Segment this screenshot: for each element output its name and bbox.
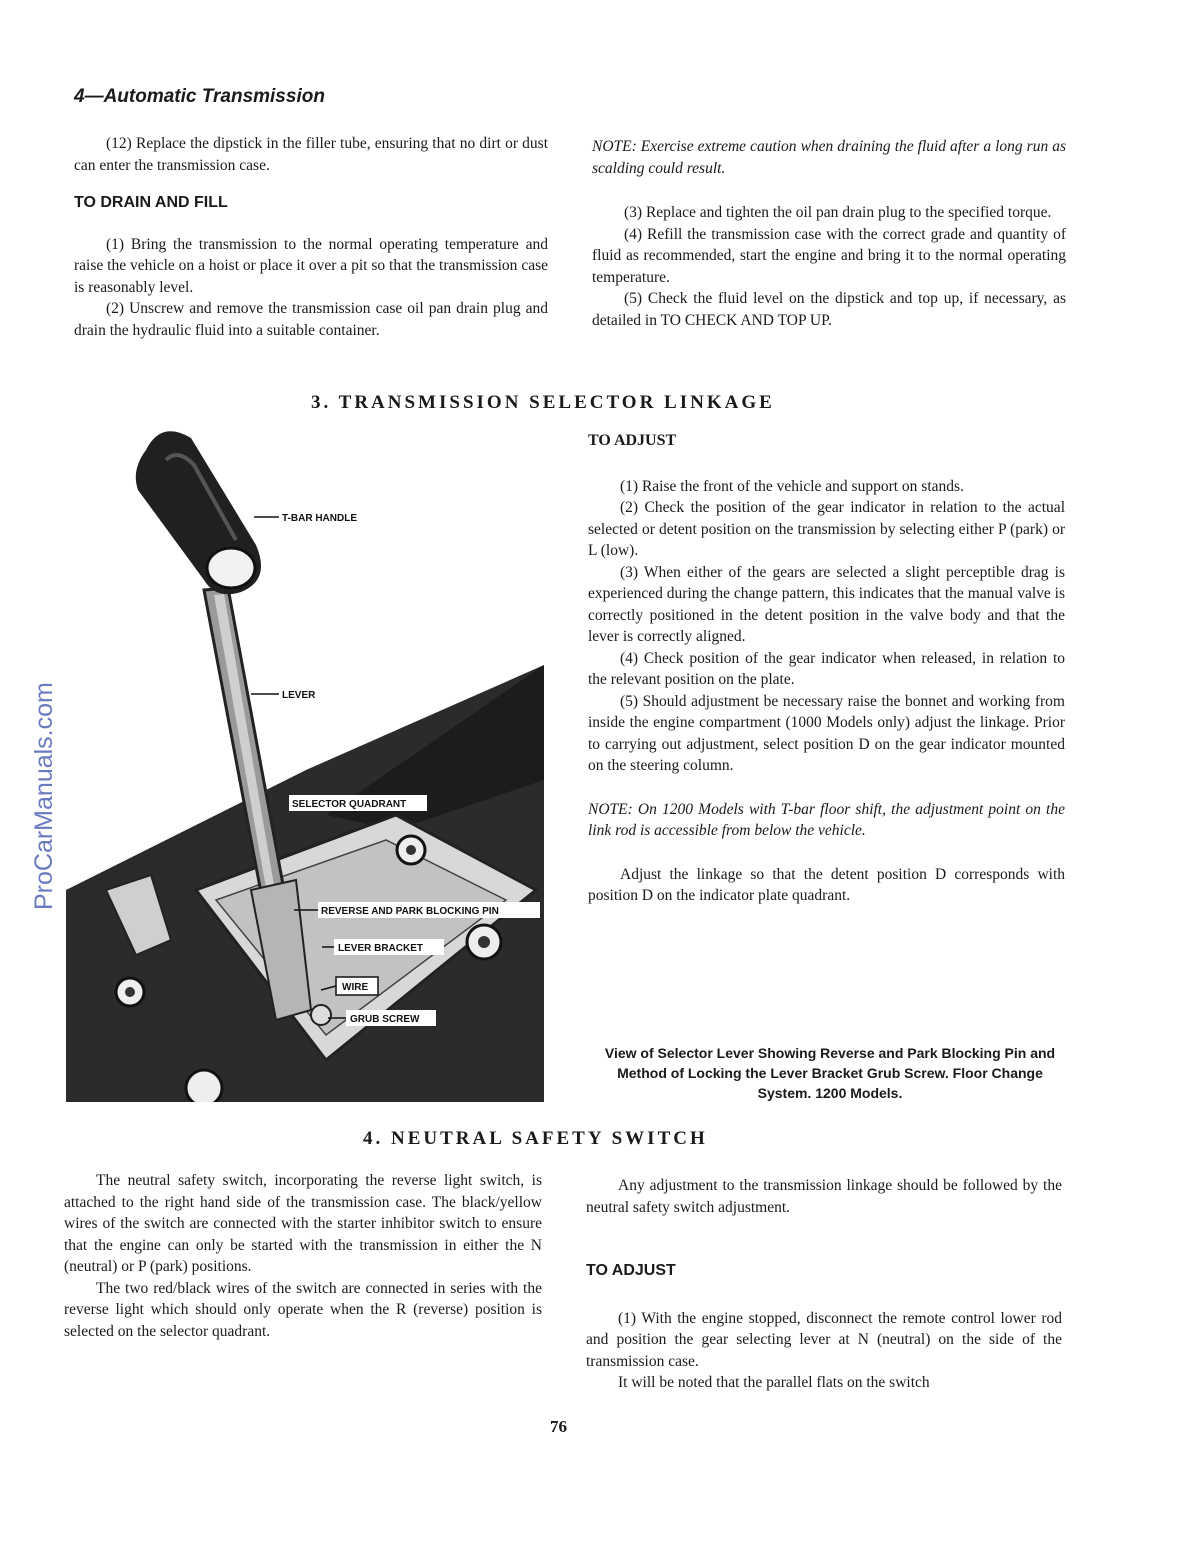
top-right-column xyxy=(592,136,1066,331)
label-lever: LEVER xyxy=(282,690,316,701)
section-3-column xyxy=(588,430,1065,907)
paragraph-4: (4) Refill the transmission case with the correct grade and quantity of fluid as recommended, start the engine and bring it to the normal operating temperature. xyxy=(592,225,1066,286)
paragraph-1: (1) Bring the transmission to the normal operating temperature and raise the vehicle on a hoist or place it over a pit so that the transmission case is reasonably level. xyxy=(74,235,548,296)
to-adjust-heading: TO ADJUST xyxy=(588,432,677,449)
grub-screw xyxy=(311,1005,331,1025)
section-4-right-column xyxy=(586,1175,1062,1394)
bolt-4 xyxy=(186,1070,222,1102)
switch-paragraph-1: The neutral safety switch, incorporating the reverse light switch, is attached to the right hand side of the transmission case. The black/yellow wires of the switch are connected with the starter inhibitor switch to ensure that the engine can only be started with the transmission in either the N (neutral) or P (park) positions. xyxy=(64,1172,542,1275)
selector-lever-figure xyxy=(66,420,544,1102)
switch-paragraph-2: The two red/black wires of the switch are connected in series with the reverse light which should only operate when the R (reverse) position is selected on the selector quadrant. xyxy=(64,1279,542,1340)
t-bar-note: NOTE: On 1200 Models with T-bar floor shift, the adjustment point on the link rod is accessible from below the vehicle. xyxy=(588,800,1065,839)
label-blocking-pin: REVERSE AND PARK BLOCKING PIN xyxy=(321,906,499,917)
adjust-linkage-paragraph: Adjust the linkage so that the detent position D corresponds with position D on the indicator plate quadrant. xyxy=(588,865,1065,904)
switch-adjust-intro: Any adjustment to the transmission linkage should be followed by the neutral safety switch adjustment. xyxy=(586,1177,1062,1216)
chapter-header: 4—Automatic Transmission xyxy=(74,86,325,107)
figure-caption: View of Selector Lever Showing Reverse and Park Blocking Pin and Method of Locking the Lever Bracket Grub Screw. Floor Change System. 1200 Models. xyxy=(604,1045,1056,1101)
watermark: ProCarManuals.com xyxy=(30,682,58,910)
section-4-title: 4. NEUTRAL SAFETY SWITCH xyxy=(363,1128,708,1149)
switch-step-1: (1) With the engine stopped, disconnect the remote control lower rod and position the gear selecting lever at N (neutral) on the side of the transmission case. xyxy=(586,1309,1062,1370)
page-number: 76 xyxy=(550,1417,567,1436)
adjust-step-2: (2) Check the position of the gear indicator in relation to the actual selected or detent position on the transmission by selecting either P (park) or L (low). xyxy=(588,499,1065,559)
adjust-step-3: (3) When either of the gears are selected a slight perceptible drag is experienced during the change pattern, this indicates that the manual valve is correctly positioned in the detent position in the valve body and that the lever is correctly aligned. xyxy=(588,563,1065,645)
switch-flats-paragraph: It will be noted that the parallel flats on the switch xyxy=(618,1374,930,1391)
section-3-title: 3. TRANSMISSION SELECTOR LINKAGE xyxy=(311,392,775,413)
switch-to-adjust-heading: TO ADJUST xyxy=(586,1262,676,1279)
label-t-bar-handle: T-BAR HANDLE xyxy=(282,513,357,524)
drain-note: NOTE: Exercise extreme caution when draining the fluid after a long run as scalding could result. xyxy=(592,138,1066,177)
paragraph-3: (3) Replace and tighten the oil pan drain plug to the specified torque. xyxy=(624,204,1052,221)
label-grub-screw: GRUB SCREW xyxy=(350,1014,420,1025)
adjust-step-1: (1) Raise the front of the vehicle and support on stands. xyxy=(620,477,964,495)
label-wire: WIRE xyxy=(342,982,369,993)
top-left-column xyxy=(74,133,548,341)
adjust-step-4: (4) Check position of the gear indicator when released, in relation to the relevant position on the plate. xyxy=(588,649,1065,688)
adjust-step-5: (5) Should adjustment be necessary raise the bonnet and working from inside the engine compartment (1000 Models only) adjust the linkage. Prior to carrying out adjustment, select position D on the gear indicator mounted on the steering column. xyxy=(588,692,1065,774)
section-4-left-column xyxy=(64,1170,542,1342)
drain-fill-heading: TO DRAIN AND FILL xyxy=(74,194,228,211)
bolt-2 xyxy=(467,925,501,959)
label-lever-bracket: LEVER BRACKET xyxy=(338,943,424,954)
bolt-3 xyxy=(116,978,144,1006)
label-selector-quadrant: SELECTOR QUADRANT xyxy=(292,799,407,810)
bolt-1 xyxy=(397,836,425,864)
paragraph-2: (2) Unscrew and remove the transmission case oil pan drain plug and drain the hydraulic fluid into a suitable container. xyxy=(74,300,548,339)
paragraph-12: (12) Replace the dipstick in the filler tube, ensuring that no dirt or dust can enter the transmission case. xyxy=(74,135,548,174)
paragraph-5: (5) Check the fluid level on the dipstick and top up, if necessary, as detailed in TO CHECK AND TOP UP. xyxy=(592,290,1066,329)
